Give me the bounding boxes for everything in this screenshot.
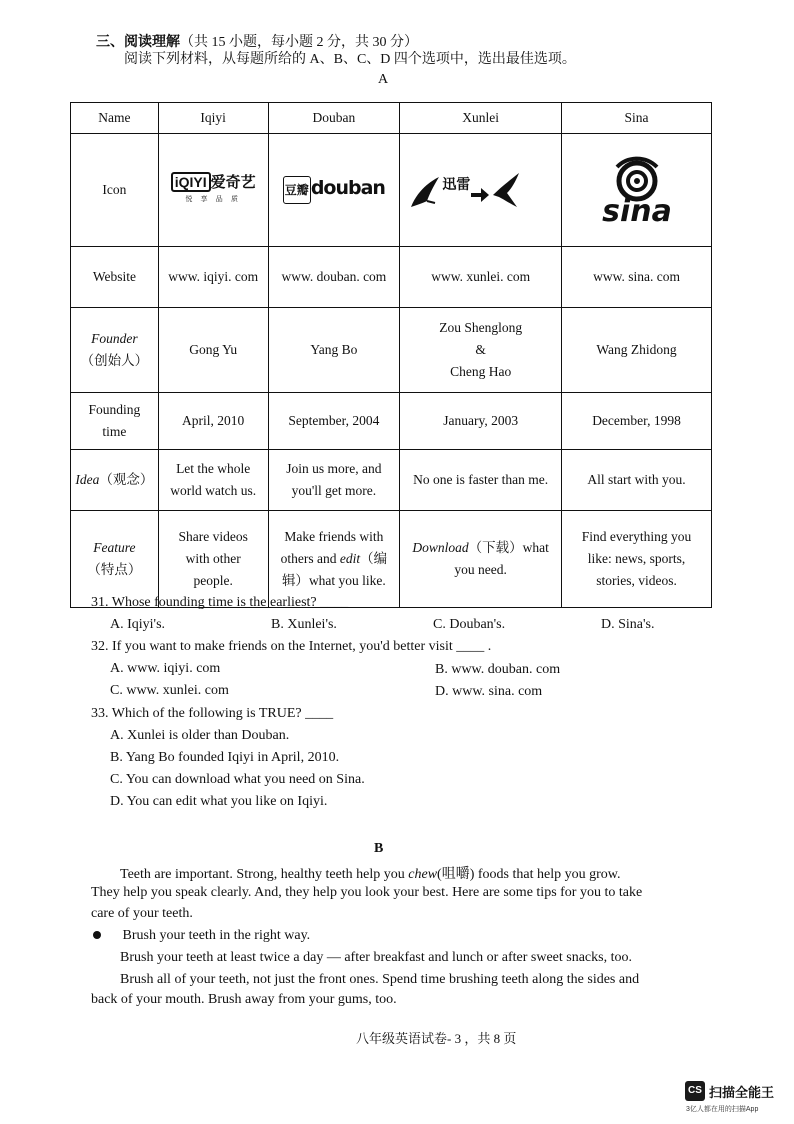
cell-text: what: [522, 540, 549, 555]
camscanner-tagline: 3亿人都在用的扫描App: [686, 1106, 759, 1113]
row-label-icon: Icon: [71, 134, 159, 247]
passage-a-label: A: [378, 72, 389, 87]
founding-label-line: time: [102, 424, 127, 439]
passage-b-label: B: [374, 841, 384, 856]
passage-b-paragraph-line: [120, 863, 620, 883]
cell-text-edit: edit: [339, 551, 361, 566]
idea-label: Idea: [75, 472, 100, 487]
founder-name: Cheng Hao: [450, 364, 512, 379]
table-cell: www. xunlei. com: [400, 247, 562, 308]
bullet-icon: [93, 931, 101, 939]
passage-b-paragraph-line: They help you speak clearly. And, they help you look your best. Here are some tips for you to take: [91, 885, 643, 900]
page-footer: 八年级英语试卷- 3 ，共 8 页: [356, 1031, 517, 1046]
founding-label-line: Founding: [88, 402, 141, 417]
bullet-text: Brush your teeth in the right way.: [122, 928, 311, 943]
question-33: 33. Which of the following is TRUE? ____: [91, 706, 334, 721]
q33-option-d: D. You can edit what you like on Iqiyi.: [110, 794, 328, 809]
table-header-cell: Name: [71, 103, 159, 134]
passage-b-paragraph-line: back of your mouth. Brush away from your gums, too.: [91, 992, 397, 1007]
cell-line: you'll get more.: [291, 483, 377, 498]
table-header-cell: Xunlei: [400, 103, 562, 134]
q32-option-b: B. www. douban. com: [435, 662, 561, 677]
table-row-founder: [71, 308, 712, 393]
douban-logo-en: douban: [310, 177, 385, 199]
sina-logo-text: sina: [601, 194, 672, 225]
passage-b-paragraph-line: Brush all of your teeth, not just the front ones. Spend time brushing teeth along the sides and: [120, 972, 640, 987]
cell-line: Join us more, and: [286, 461, 382, 476]
cell-line: world watch us.: [170, 483, 257, 498]
cell-line: you need.: [454, 562, 507, 577]
feature-label: Feature: [93, 540, 136, 555]
founder-name: Zou Shenglong: [439, 320, 523, 335]
section-title: 三、阅读理解（共 15 小题，每小题 2 分，共 30 分）: [96, 35, 418, 50]
table-row-founding-time: [71, 393, 712, 450]
table-cell: January, 2003: [400, 393, 562, 450]
camscanner-logo-icon: CS: [685, 1081, 705, 1101]
website-comparison-table: [70, 102, 712, 608]
cell-line: like: news, sports,: [587, 551, 686, 566]
table-cell: All start with you.: [562, 450, 712, 511]
table-cell: Wang Zhidong: [562, 308, 712, 393]
table-cell: Gong Yu: [158, 308, 268, 393]
table-cell: www. sina. com: [562, 247, 712, 308]
q33-option-a: A. Xunlei is older than Douban.: [110, 728, 290, 743]
iqiyi-logo: [158, 134, 268, 247]
cell-text: what you like.: [308, 573, 386, 588]
passage-b-paragraph-line: Brush your teeth at least twice a day — after breakfast and lunch or after sweet snacks, too.: [120, 950, 632, 965]
feature-label-cn: （特点）: [87, 562, 142, 577]
cell-text-cn: （下载）: [468, 540, 523, 555]
q32-option-d: D. www. sina. com: [435, 684, 543, 699]
text-segment: foods that help you grow.: [477, 867, 621, 882]
table-cell: Yang Bo: [268, 308, 400, 393]
table-row-icon: [71, 134, 712, 247]
text-segment: Teeth are important. Strong, healthy teeth help you: [120, 867, 405, 882]
q32-option-a: A. www. iqiyi. com: [110, 661, 221, 676]
founder-label-cn: （创始人）: [80, 353, 149, 368]
table-cell: [158, 511, 268, 608]
cell-line: Make friends with: [284, 529, 384, 544]
row-label-website: Website: [71, 247, 159, 308]
q33-option-b: B. Yang Bo founded Iqiyi in April, 2010.: [110, 750, 340, 765]
q31-option-a: A. Iqiyi's.: [110, 617, 166, 632]
table-cell: [400, 511, 562, 608]
douban-logo: [268, 134, 400, 247]
instruction: 阅读下列材料，从每题所给的 A、B、C、D 四个选项中，选出最佳选项。: [124, 52, 576, 67]
table-cell: www. douban. com: [268, 247, 400, 308]
cell-line: [272, 548, 397, 570]
table-row-website: [71, 247, 712, 308]
table-cell: [268, 450, 400, 511]
cell-text-cn: （编: [360, 551, 388, 566]
q33-option-c: C. You can download what you need on Sina.: [110, 772, 365, 787]
cell-text-cn: 辑）: [281, 573, 309, 588]
table-header-cell: Iqiyi: [158, 103, 268, 134]
cell-line: with other: [185, 551, 241, 566]
table-cell: [268, 511, 400, 608]
cell-line: people.: [193, 573, 233, 588]
cell-text: others and: [280, 551, 337, 566]
row-label-founder: [71, 308, 159, 393]
iqiyi-logo-tagline: 悦 享 品 质: [185, 195, 242, 203]
xunlei-logo-cn: 迅雷: [442, 177, 471, 194]
sina-eye-icon: [577, 155, 697, 225]
question-32: 32. If you want to make friends on the Internet, you'd better visit ____ .: [91, 639, 492, 654]
table-cell: www. iqiyi. com: [158, 247, 268, 308]
text-segment-cn: (咀嚼): [437, 867, 475, 882]
idea-label-cn: （观念）: [99, 472, 154, 487]
q31-option-b: B. Xunlei's.: [271, 617, 337, 632]
table-header-cell: Sina: [562, 103, 712, 134]
q31-option-d: D. Sina's.: [601, 617, 655, 632]
bullet-item: [93, 928, 310, 944]
iqiyi-logo-badge: iQIYI: [171, 172, 211, 192]
table-cell: September, 2004: [268, 393, 400, 450]
camscanner-name: 扫描全能王: [709, 1085, 775, 1100]
table-header-cell: Douban: [268, 103, 400, 134]
table-row-idea: [71, 450, 712, 511]
table-cell: [400, 308, 562, 393]
cell-line: [403, 537, 558, 559]
sina-logo: [562, 134, 712, 247]
iqiyi-logo-cn: 爱奇艺: [210, 173, 256, 191]
table-row-feature: [71, 511, 712, 608]
cell-line: Find everything you: [581, 529, 692, 544]
cell-line: Share videos: [178, 529, 248, 544]
question-31: 31. Whose founding time is the earliest? ____: [91, 595, 349, 610]
q31-option-c: C. Douban's.: [433, 617, 506, 632]
passage-b-paragraph-line: care of your teeth.: [91, 906, 193, 921]
founder-ampersand: &: [475, 342, 486, 357]
founder-label: Founder: [91, 331, 138, 346]
row-label-idea: [71, 450, 159, 511]
cell-line: [272, 570, 397, 592]
table-cell: [158, 450, 268, 511]
text-segment-chew: chew: [408, 867, 438, 882]
cell-line: Let the whole: [176, 461, 251, 476]
cell-line: stories, videos.: [596, 573, 677, 588]
table-header-row: [71, 103, 712, 134]
table-cell: April, 2010: [158, 393, 268, 450]
row-label-founding-time: [71, 393, 159, 450]
row-label-feature: [71, 511, 159, 608]
table-cell: [562, 511, 712, 608]
xunlei-logo: [400, 134, 562, 247]
cell-text-download: Download: [412, 540, 469, 555]
table-cell: No one is faster than me.: [400, 450, 562, 511]
q32-option-c: C. www. xunlei. com: [110, 683, 229, 698]
table-cell: December, 1998: [562, 393, 712, 450]
douban-logo-cn: 豆瓣: [283, 176, 311, 204]
